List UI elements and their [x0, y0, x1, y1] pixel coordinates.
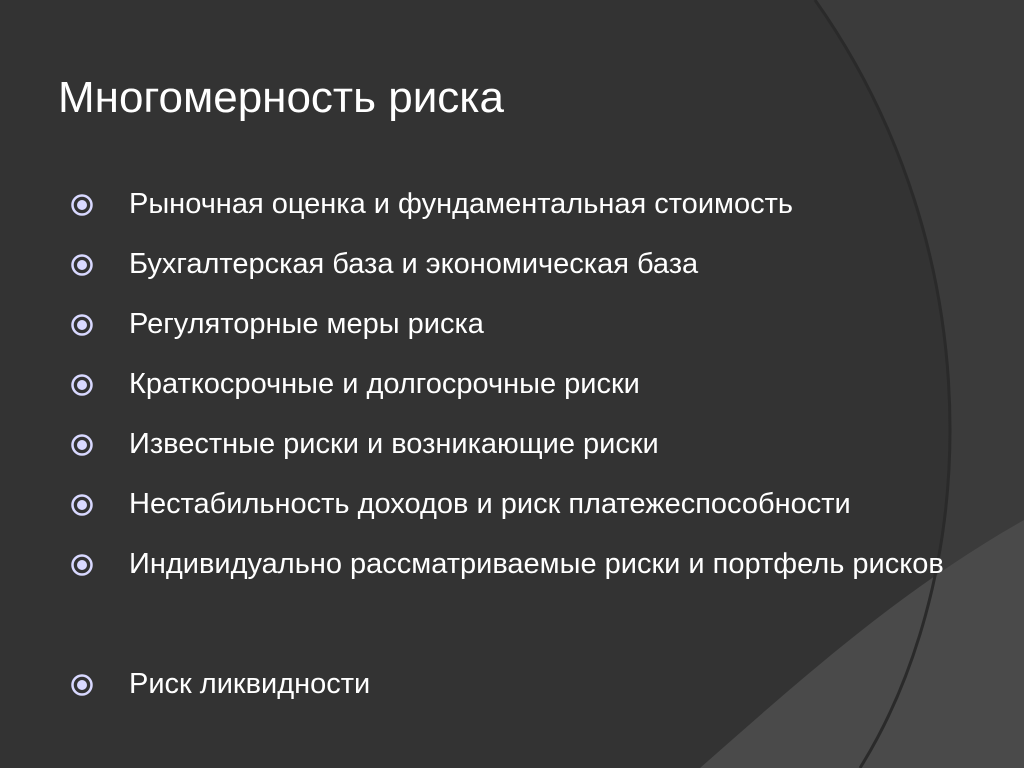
- bullet-text: Нестабильность доходов и риск платежеспособности: [129, 488, 851, 520]
- bullet-text: Краткосрочные и долгосрочные риски: [129, 368, 640, 400]
- circled-dot-icon: [70, 673, 94, 697]
- bullet-text: Индивидуально рассматриваемые риски и портфель рисков: [129, 548, 944, 580]
- slide-title: Многомерность риска: [58, 73, 504, 122]
- circled-dot-icon: [70, 433, 94, 457]
- bullet-text: Бухгалтерская база и экономическая база: [129, 248, 699, 280]
- circled-dot-icon: [70, 493, 94, 517]
- bullet-text: Известные риски и возникающие риски: [129, 428, 659, 460]
- bullet-text: Регуляторные меры риска: [129, 308, 484, 340]
- circled-dot-icon: [70, 553, 94, 577]
- bullet-text: Рыночная оценка и фундаментальная стоимость: [129, 188, 793, 220]
- circled-dot-icon: [70, 193, 94, 217]
- bullet-text: Риск ликвидности: [129, 668, 371, 700]
- circled-dot-icon: [70, 313, 94, 337]
- circled-dot-icon: [70, 373, 94, 397]
- circled-dot-icon: [70, 253, 94, 277]
